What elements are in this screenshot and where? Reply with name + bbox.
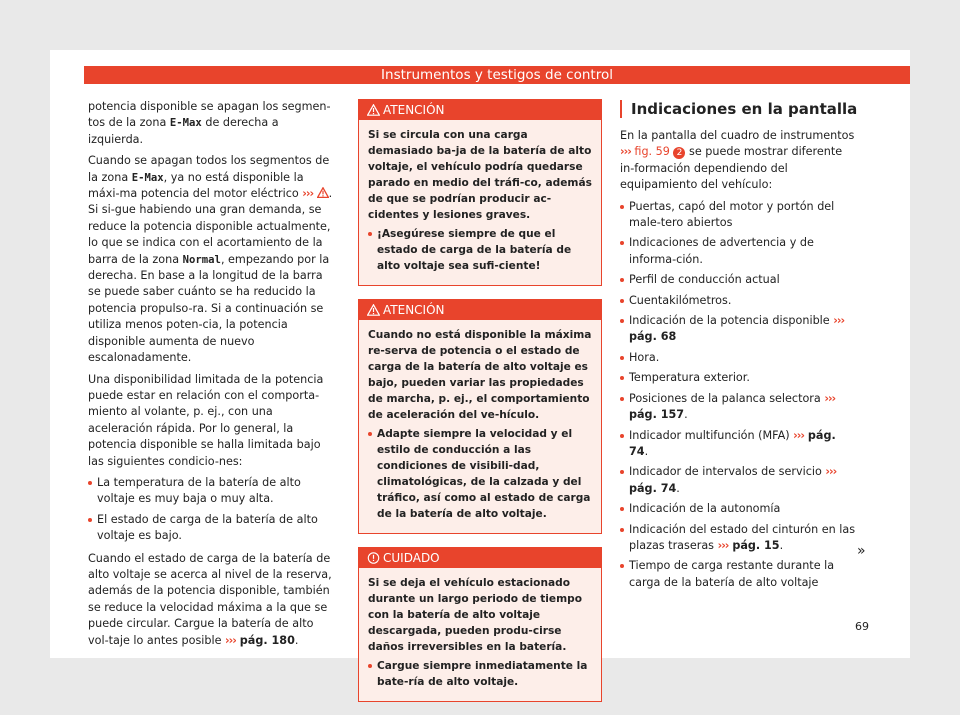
text: Indicador de intervalos de servicio — [629, 465, 826, 479]
warning-triangle-icon — [367, 304, 380, 316]
manual-page — [50, 50, 910, 688]
text: En la pantalla del cuadro de instrumentos — [620, 129, 855, 142]
text-column-left — [88, 99, 336, 654]
text: Indicación de la potencia disponible — [629, 314, 834, 328]
page-reference-link[interactable]: pág. 180 — [235, 633, 295, 647]
paragraph: Una disponibilidad limitada de la potencia puede estar en relación con el comporta-miento al volante, p. ej., con una aceleración rápida. Por lo general, la potencia disponible se halla limitada bajo las siguientes condicio-nes: — [88, 372, 324, 468]
reference-arrow[interactable]: ››› — [717, 538, 729, 552]
reference-arrow[interactable]: ››› — [793, 428, 805, 442]
page-reference-link[interactable]: pág. 68 — [629, 330, 677, 344]
list-item — [620, 522, 858, 555]
text: Indicador multifunción (MFA) — [629, 428, 794, 442]
text: Temperatura exterior. — [629, 371, 750, 385]
text-column-right — [620, 99, 858, 595]
warning-box-body — [359, 320, 601, 533]
figure-callout-badge: 2 — [673, 147, 685, 159]
page-reference-link[interactable]: pág. 157 — [629, 408, 685, 422]
list-item — [620, 391, 858, 424]
continued-marker: » — [857, 543, 866, 559]
reference-arrow[interactable]: ››› — [825, 465, 837, 479]
caution-text: Si se deja el vehículo estacionado durante un largo periodo de tiempo con la batería de alto voltaje descargada, pueden produ-cirse daños irreversibles en la batería. — [368, 577, 582, 653]
text: . — [676, 481, 680, 495]
list-item: La temperatura de la batería de alto voltaje es muy baja o muy alta. — [88, 475, 336, 508]
list-item — [620, 350, 858, 366]
text: , ya no está disponible la máxi-ma potencia del motor eléctrico — [88, 170, 304, 201]
list-item — [620, 428, 858, 461]
list-item: El estado de carga de la batería de alto voltaje es bajo. — [88, 512, 336, 545]
text: Hora. — [629, 350, 660, 364]
warning-box-header — [359, 100, 601, 120]
reference-arrow[interactable]: ››› — [824, 391, 836, 405]
code-label: Normal — [182, 253, 221, 266]
code-label: E-Max — [169, 117, 202, 130]
page-header-bar — [84, 66, 910, 84]
list-item — [620, 558, 858, 591]
text: Indicación del estado del cinturón en las plazas traseras — [629, 522, 856, 552]
text: Cuando el estado de carga de la batería de alto voltaje se acerca al nivel de la reserva, además de la potencia disponible, también se reduce la velocidad máxima a la que se puede circular. Cargue la batería de alto vol-taje lo antes posible — [88, 551, 332, 647]
warning-box-header — [359, 300, 601, 320]
text: Tiempo de carga restante durante la carga de la batería de alto voltaje — [629, 559, 835, 589]
list-item — [620, 293, 858, 309]
paragraph — [88, 153, 336, 366]
reference-arrow[interactable]: ››› — [833, 314, 845, 328]
figure-reference-link[interactable]: fig. 59 — [630, 145, 674, 159]
page-reference-link[interactable]: pág. 15 — [728, 538, 780, 552]
text: Puertas, capó del motor y portón del male-tero abiertos — [629, 199, 835, 230]
list-item — [620, 464, 858, 497]
paragraph — [88, 99, 336, 148]
info-circle-icon — [367, 552, 380, 564]
text: . — [779, 538, 784, 552]
list-item — [620, 235, 858, 268]
reference-arrow: ››› — [302, 187, 314, 201]
warning-box-title: ATENCIÓN — [383, 103, 445, 117]
list-item: Cargue siempre inmediatamente la bate-ría de alto voltaje. — [368, 658, 592, 690]
caution-box-header — [359, 548, 601, 568]
list-item — [620, 370, 858, 386]
section-title: Indicaciones en la pantalla — [620, 100, 858, 118]
page-reference-link[interactable]: pág. 74 — [629, 428, 836, 458]
list-item — [620, 199, 858, 232]
text: Perfil de conducción actual — [629, 273, 780, 287]
text: Posiciones de la palanca selectora — [629, 391, 825, 405]
text: . Si si-gue habiendo una gran demanda, se reduce la potencia disponible actualmente, lo que se indica con el acortamiento de la barra de la zona — [88, 187, 333, 266]
text: , empezando por la derecha. En base a la longitud de la barra se puede saber cuánto se ha reducido la potencia propulso-ra. Si a continuación se utiliza menos poten-cia, la potencia disponible aumenta de nuevo escalonadamente. — [88, 252, 330, 365]
list-item: ¡Asegúrese siempre de que el estado de carga de la batería de alto voltaje sea sufi-ciente! — [368, 226, 592, 274]
text: . — [644, 444, 649, 458]
caution-box-title: CUIDADO — [383, 551, 440, 565]
text: Indicación de la autonomía — [629, 502, 781, 516]
list-item — [620, 272, 858, 288]
warning-box — [358, 299, 602, 534]
display-info-list — [620, 199, 858, 592]
list-item — [620, 501, 858, 517]
text: . — [294, 633, 299, 647]
warning-text: Cuando no está disponible la máxima re-serva de potencia o el estado de carga de la batería de alto voltaje es bajo, pueden variar las propiedades de marcha, p. ej., el comportamiento de aceleración del ve-hículo. — [368, 329, 592, 421]
caution-box-body — [359, 568, 601, 701]
text: . — [684, 408, 688, 422]
warning-text: Si se circula con una carga demasiado ba-ja de la batería de alto voltaje, el vehículo podría quedarse parado en medio del tráfi-co, además de que se podrían producir ac-cidentes y lesiones graves. — [368, 129, 592, 221]
text: Cuentakilómetros. — [629, 293, 732, 307]
reference-arrow[interactable]: ››› — [225, 633, 236, 647]
text: Cuando se apagan todos los segmentos de la zona — [88, 154, 330, 184]
page-header-title: Instrumentos y testigos de control — [381, 67, 613, 83]
reference-arrow[interactable]: ››› — [620, 145, 631, 159]
text: potencia disponible se apagan los segmen-tos de la zona — [88, 100, 331, 130]
warning-triangle-icon — [317, 187, 329, 198]
paragraph — [620, 128, 858, 194]
page-number: 69 — [855, 620, 869, 633]
text: se puede mostrar diferente in-formación dependiendo del equipamiento del vehículo: — [620, 145, 843, 192]
notice-column — [358, 99, 602, 715]
warning-box — [358, 99, 602, 286]
text: de derecha a izquierda. — [88, 116, 279, 146]
warning-box-title: ATENCIÓN — [383, 303, 445, 317]
page-reference-link[interactable]: pág. 74 — [629, 481, 677, 495]
warning-triangle-icon — [367, 104, 380, 116]
list-item — [620, 313, 858, 346]
list-item: Adapte siempre la velocidad y el estilo de conducción a las condiciones de visibili-dad, climatológicas, de la calzada y del tráfico, así como al estado de carga de la batería de alto voltaje. — [368, 426, 592, 522]
warning-box-body — [359, 120, 601, 285]
caution-box — [358, 547, 602, 702]
code-label: E-Max — [131, 171, 164, 184]
paragraph — [88, 551, 336, 649]
text: Indicaciones de advertencia y de informa-ción. — [629, 236, 814, 266]
